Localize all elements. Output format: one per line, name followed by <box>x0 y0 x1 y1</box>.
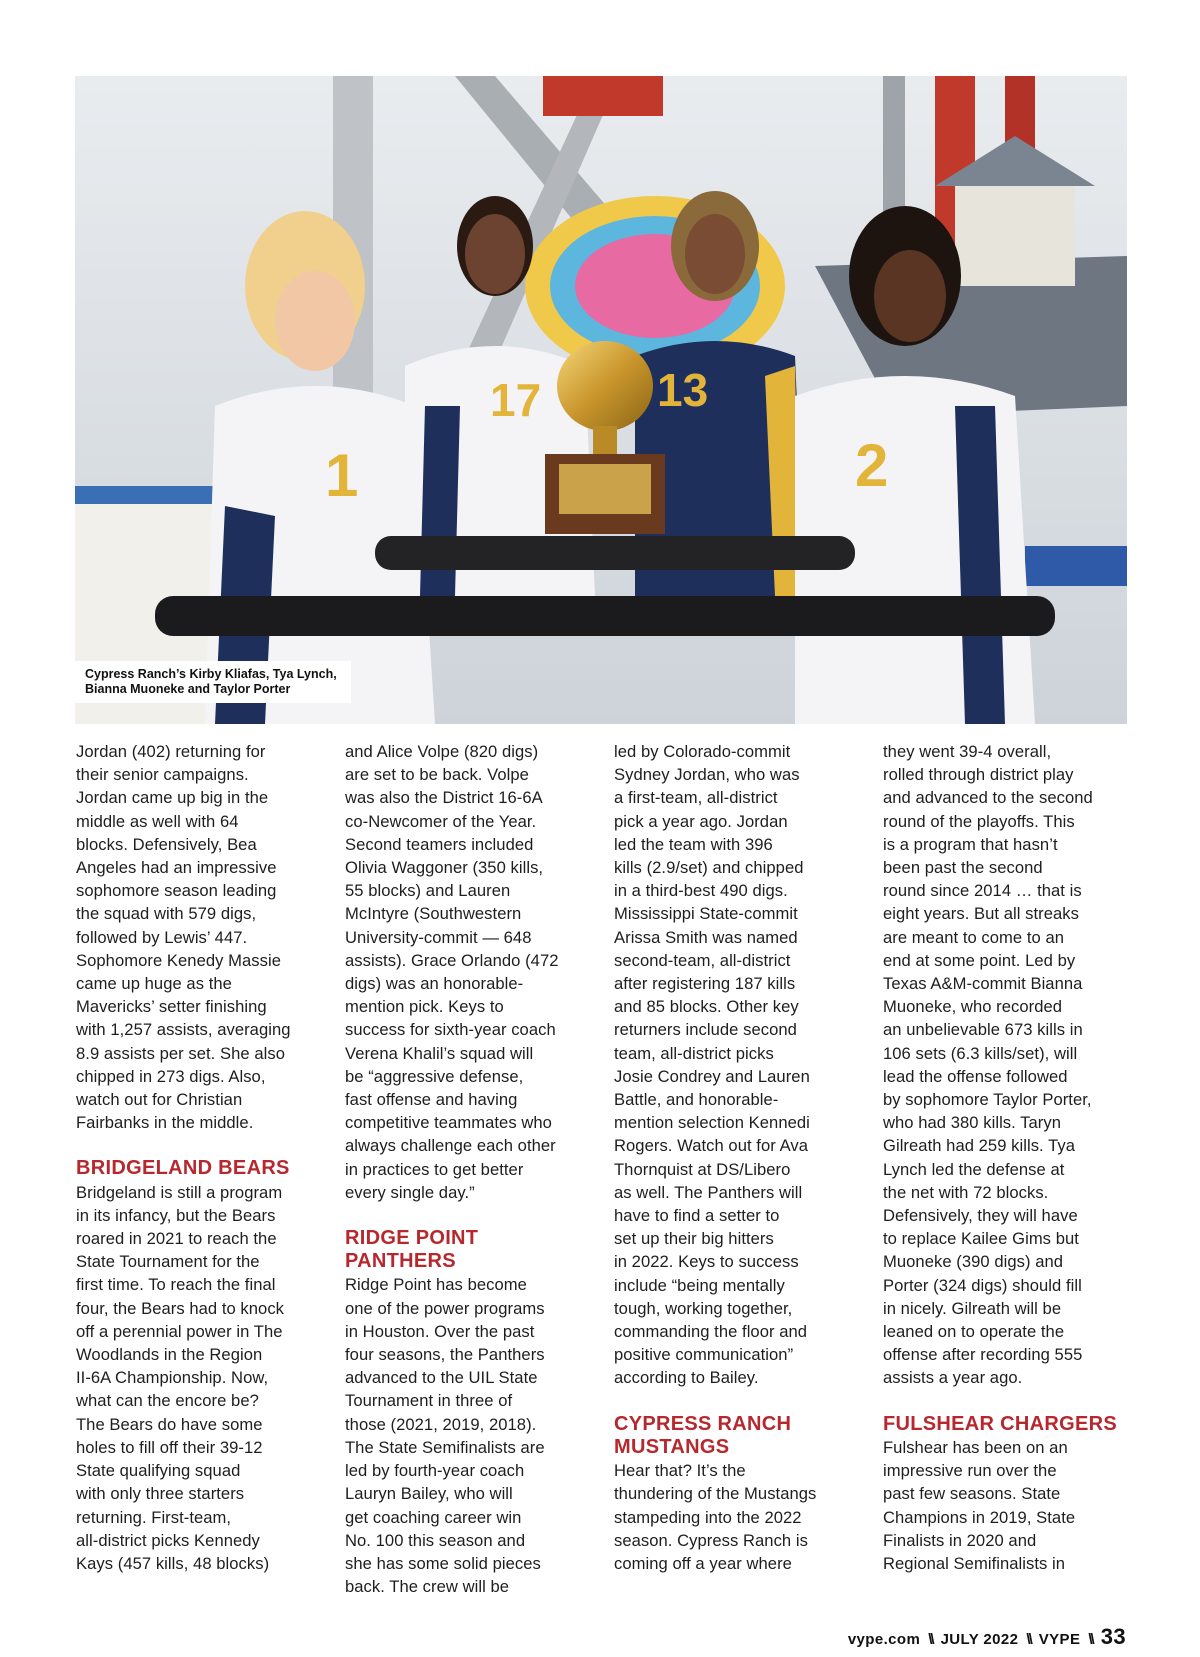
column-1 <box>76 740 321 1575</box>
paragraph: and Alice Volpe (820 digs) are set to be back. Volpe was also the District 16-6A co-Newcomer of the Year. Second teamers included Olivia Waggoner (350 kills, 55 blocks) and Lauren McIntyre (Southwestern University-commit — 648 assists). Grace Orlando (472 digs) was an honorable- mention pick. Keys to success for sixth-year coach Verena Khalil’s squad will be “aggressive defense, fast offense and having competitive teammates who always challenge each other in practices to get better every single day.” <box>345 742 559 1202</box>
section-heading-ridge-point: RIDGE POINT PANTHERS <box>345 1227 479 1273</box>
column-4 <box>883 740 1128 1575</box>
footer-brand: VYPE <box>1038 1631 1081 1648</box>
article-body <box>76 740 1136 1597</box>
paragraph: they went 39-4 overall, rolled through district play and advanced to the second round of the playoffs. This is a program that hasn’t been past the second round since 2014 … that is eight years. But all streaks are meant to come to an end at some point. Led by Texas A&M-commit Bianna Muoneke, who recorded an unbelievable 673 kills in 106 sets (6.3 kills/set), will lead the offense followed by sophomore Taylor Porter, who had 380 kills. Taryn Gilreath had 259 kills. Tya Lynch led the defense at the net with 72 blocks. Defensively, they will have to replace Kailee Gims but Muoneke (390 digs) and Porter (324 digs) should fill in nicely. Gilreath will be leaned on to operate the offense after recording 555 assists a year ago. <box>883 742 1093 1388</box>
footer-separator: \\ <box>928 1631 933 1648</box>
photo-caption: Cypress Ranch’s Kirby Kliafas, Tya Lynch, Bianna Muoneke and Taylor Porter <box>75 661 351 703</box>
footer-separator: \\ <box>1088 1631 1093 1648</box>
column-3 <box>614 740 859 1575</box>
paragraph: Ridge Point has become one of the power programs in Houston. Over the past four seasons, the Panthers advanced to the UIL State Tournament in three of those (2021, 2019, 2018). The State Semifinalists are led by fourth-year coach Lauryn Bailey, who will get coaching career win No. 100 this season and she has some solid pieces back. The crew will be <box>345 1275 545 1597</box>
page-footer <box>848 1624 1126 1650</box>
jersey-2: 17 <box>490 374 542 426</box>
paragraph: Fulshear has been on an impressive run over the past few seasons. State Champions in 2019, State Finalists in 2020 and Regional Semifinalists in <box>883 1437 1076 1573</box>
paragraph: Bridgeland is still a program in its infancy, but the Bears roared in 2021 to reach the State Tournament for the first time. To reach the final four, the Bears had to knock off a perennial power in The Woodlands in the Region II-6A Championship. Now, what can the encore be? The Bears do have some holes to fill off their 39-12 State qualifying squad with only three starters returning. First-team, all-district picks Kennedy Kays (457 kills, 48 blocks) <box>76 1182 285 1573</box>
section-heading-cypress-ranch: CYPRESS RANCH MUSTANGS <box>614 1412 792 1458</box>
photo-illustration <box>75 76 1127 724</box>
team-photo <box>75 76 1127 724</box>
section-heading-fulshear: FULSHEAR CHARGERS <box>883 1412 1117 1435</box>
jersey-1: 1 <box>325 442 359 509</box>
footer-site: vype.com <box>847 1631 921 1648</box>
footer-separator: \\ <box>1026 1631 1031 1648</box>
paragraph: led by Colorado-commit Sydney Jordan, who was a first-team, all-district pick a year ago. Jordan led the team with 396 kills (2.9/set) and chipped in a third-best 490 digs. Mississippi State-commit Arissa Smith was named second-team, all-district after registering 187 kills and 85 blocks. Other key returners include second team, all-district picks Josie Condrey and Lauren Battle, and honorable- mention selection Kennedi Rogers. Watch out for Ava Thornquist at DS/Libero as well. The Panthers will have to find a setter to set up their big hitters in 2022. Keys to success include “being mentally tough, working together, commanding the floor and positive communication” according to Bailey. <box>614 742 810 1388</box>
section-heading-bridgeland: BRIDGELAND BEARS <box>76 1157 290 1180</box>
page-number: 33 <box>1100 1624 1126 1649</box>
footer-issue: JULY 2022 <box>940 1631 1019 1648</box>
jersey-4: 2 <box>855 432 889 499</box>
column-2 <box>345 740 590 1598</box>
paragraph: Jordan (402) returning for their senior campaigns. Jordan came up big in the middle as well with 64 blocks. Defensively, Bea Angeles had an impressive sophomore season leading the squad with 579 digs, followed by Lewis’ 447. Sophomore Kenedy Massie came up huge as the Mavericks’ setter finishing with 1,257 assists, averaging 8.9 assists per set. She also chipped in 273 digs. Also, watch out for Christian Fairbanks in the middle. <box>76 742 291 1133</box>
jersey-3: 13 <box>657 364 709 416</box>
paragraph: Hear that? It’s the thundering of the Mustangs stampeding into the 2022 season. Cypress Ranch is coming off a year where <box>614 1461 817 1573</box>
